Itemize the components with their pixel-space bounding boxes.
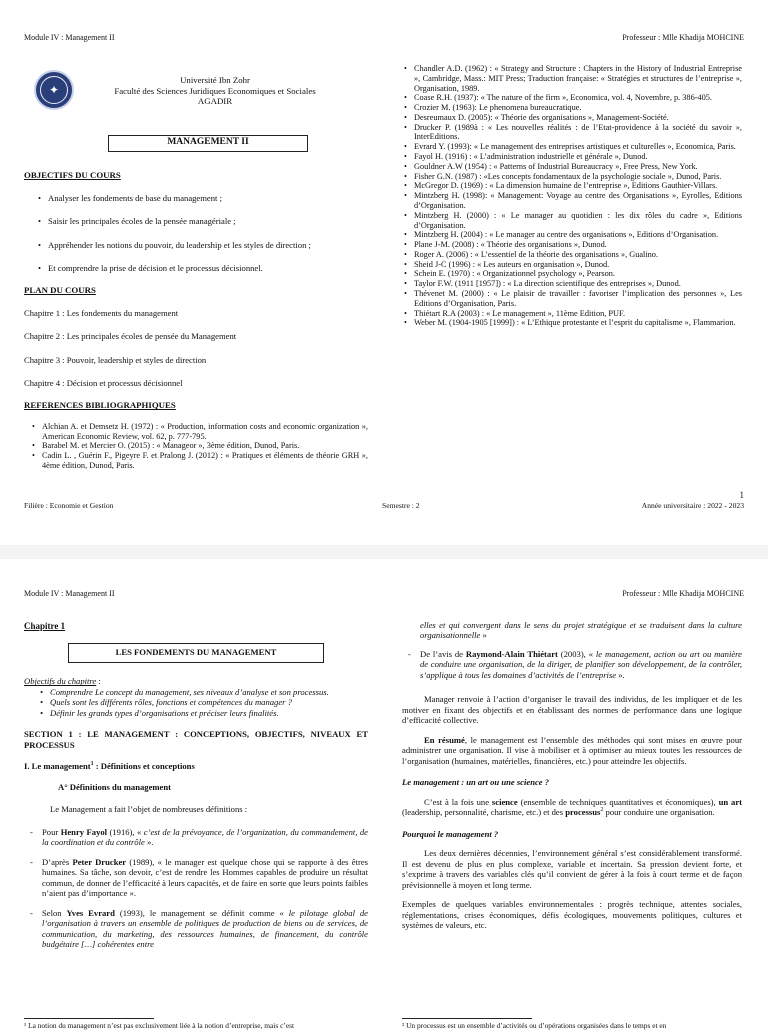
reference-item: • Evrard Y. (1993): « Le management des entreprises artistiques et culturelles », Economica, Paris.: [402, 142, 742, 152]
paragraph: Les deux dernières décennies, l’environnement général s’est considérablement transformé. Il est devenu de plus en plus complexe, variable et incertain. Sa pression devient forte, et s’exprime à travers des variables clés qu’il convient de gérer à la fois à court terme et de façon prévisionnelle à moyen et long terme.: [402, 848, 742, 890]
author-name: Yves Evrard: [66, 907, 115, 918]
reference-item: • McGregor D. (1969) : « La dimension humaine de l’entreprise », Editions Gauthier-Villars.: [402, 181, 742, 191]
reference-item: • Chandler A.D. (1962) : « Strategy and Structure : Chapters in the History of Industrial Entreprise », Cambridge, Mass.: MIT Press; Traduction française: « Stratégies et structures de l’entreprise », Organisation, 1989.: [402, 64, 742, 93]
objectives-heading: OBJECTIFS DU COURS: [24, 170, 121, 180]
text-span: Selon: [42, 907, 67, 918]
chapter-line: Chapitre 4 : Décision et processus décisionnel: [24, 378, 183, 389]
chapter-label: Chapitre 1: [24, 621, 66, 631]
paragraph: Manager renvoie à l’action d’organiser le travail des individus, de les impliquer et de les motiver en fixant des objectifs et en établissant des normes de performance dans une logique d’efficacité collective.: [402, 694, 742, 726]
text-span: Pour: [42, 826, 61, 837]
reference-item: • Roger A. (2006) : « L’essentiel de la théorie des organisations », Gualino.: [402, 250, 742, 260]
reference-item: • Mintzberg H. (2004) : « Le manager au centre des organisations », Editions d’Organisation.: [402, 230, 742, 240]
keyword: processus: [565, 807, 601, 818]
author-name: Henry Fayol: [60, 826, 108, 837]
objectives-list: [24, 193, 368, 274]
references-list-right: [402, 64, 742, 328]
reference-item: • Sheid J-C (1996) : « Les auteurs en organisation », Dunod.: [402, 260, 742, 270]
header-module: Module IV : Management II: [24, 589, 115, 598]
footnote-divider: [24, 1018, 154, 1019]
text-span: , le management est l’ensemble des méthodes qui sont mises en œuvre pour administrer une organisation. Il vise à mobiliser et à optimiser au mieux toutes les ressources de l’organisation (humaines, matérielles, financières, etc.) pour atteindre les objectifs.: [402, 734, 742, 766]
list-item: • Définir les grands types d’organisations et préciser leurs finalités.: [38, 708, 368, 718]
paragraph: Le Management a fait l’objet de nombreuses définitions :: [50, 804, 248, 815]
chapter-line: Chapitre 3 : Pouvoir, leadership et styles de direction: [24, 354, 207, 365]
text-span: (leadership, personnalité, charisme, etc.) et des: [402, 807, 566, 818]
keyword: un art: [718, 796, 743, 807]
definitions-list: [24, 827, 368, 950]
left-column: [24, 621, 368, 950]
definition-evrard-cont: [402, 620, 742, 641]
footer-filiere: Filière : Economie et Gestion: [24, 501, 114, 510]
header-module: Module IV : Management II: [24, 33, 115, 42]
reference-item: • Mintzberg H. (1998): « Management: Voyage au centre des Organisations », Eyrolles, Editions d’Organisation.: [402, 191, 742, 211]
chapter-line: Chapitre 2 : Les principales écoles de pensée du Management: [24, 331, 237, 342]
reference-item: • Cadin L. , Guérin F., Pigeyre F. et Pralong J. (2012) : « Pratiques et éléments de théorie GRH », 4ème édition, Dunod, Paris.: [30, 451, 368, 471]
quote-text: le management, action ou art ou manière de conduire une organisation, de la diriger, de planifier son développement, de la contrôler, s’applique à tous les domaines d’activités de l’entreprise: [420, 648, 742, 680]
author-name: Peter Drucker: [72, 856, 127, 867]
footnote-ref: 1: [90, 761, 94, 768]
text-span: (ensemble de techniques quantitatives et économiques),: [517, 796, 719, 807]
references-list-left: [24, 422, 368, 471]
footnote-1: ¹ La notion du management n’est pas exclusivement liée à la notion d’entreprise, mais c’est: [24, 1021, 295, 1030]
text-span: (2003), «: [557, 648, 596, 659]
page-number: 1: [739, 490, 744, 500]
reference-item: • Fisher G.N. (1987) : «Les concepts fondamentaux de la psychologie sociale », Dunod, Paris.: [402, 172, 742, 182]
definition-evrard: [28, 908, 368, 950]
question-heading: Pourquoi le management ?: [402, 828, 499, 839]
header-professor: Professeur : Mlle Khadija MOHCINE: [622, 33, 744, 42]
part-heading: [24, 761, 368, 771]
definitions-list-cont: [402, 649, 742, 680]
references-section: [24, 400, 368, 471]
chapter-title: LES FONDEMENTS DU MANAGEMENT: [68, 643, 324, 663]
text-span: (1916), «: [107, 826, 144, 837]
definition-drucker: [28, 857, 368, 899]
list-item: • Analyser les fondements de base du management ;: [36, 193, 368, 203]
course-title: MANAGEMENT II: [108, 135, 308, 152]
reference-item: • Plane J-M. (2008) : « Théorie des organisations », Dunod.: [402, 240, 742, 250]
quote-text: le pilotage global de l’organisation à travers un ensemble de politiques de production de biens ou de services, de communication, du marketing, des ressources humaines, de financement, du contrôle budgétaire […] cohérentes entre: [42, 907, 368, 950]
footnote-ref: 2: [600, 807, 604, 814]
text-span: C’est à la fois une: [424, 796, 492, 807]
reference-item: • Schein E. (1970) : « Organizationnel psychology », Pearson.: [402, 269, 742, 279]
part-heading-rest: : Définitions et conceptions: [93, 761, 195, 772]
objectives-section: [24, 170, 368, 274]
university-block: [80, 75, 350, 107]
reference-item: • Desreumaux D. (2005): « Théorie des organisations », Management-Société.: [402, 113, 742, 123]
footer-year: Année universitaire : 2022 - 2023: [641, 501, 744, 510]
definition-fayol: [28, 827, 368, 848]
faculty-name: Faculté des Sciences Juridiques Economiques et Sociales: [114, 85, 316, 96]
quote-text: c’est de la prévoyance, de l’organization, du commandement, de la coordination et du contrôle: [42, 826, 368, 848]
reference-item: • Weber M. (1904-1905 [1999]) : « L’Ethique protestante et l’esprit du capitalisme », Flammarion.: [402, 318, 742, 328]
reference-item: • Coase R.H. (1937): « The nature of the firm », Economica, vol. 4, Novembre, p. 386-405.: [402, 93, 742, 103]
reference-item: • Barabel M. et Mercier O. (2015) : « Manageor », 3ème édition, Dunod, Paris.: [30, 441, 368, 451]
reference-item: • Thiétart R.A (2003) : « Le management », 11ème Edition, PUF.: [402, 309, 742, 319]
footer-semester: Semestre : 2: [382, 501, 420, 510]
references-column-right: [402, 64, 742, 328]
author-name: Raymond-Alain Thiétart: [465, 648, 558, 659]
plan-heading: PLAN DU COURS: [24, 285, 96, 295]
paragraph: [402, 797, 742, 818]
text-span: pour conduire une organisation.: [603, 807, 715, 818]
reference-item: • Thévenet M. (2000) : « Le plaisir de travailler : favoriser l’implication des personnes », Les Editions d’Organisation, Paris.: [402, 289, 742, 309]
summary-paragraph: [402, 735, 742, 766]
chapter-objectives-label: [24, 676, 368, 686]
objectives-label-colon: :: [96, 676, 101, 687]
keyword: science: [491, 796, 518, 807]
text-span: ».: [616, 669, 625, 680]
references-heading: REFERENCES BIBLIOGRAPHIQUES: [24, 400, 176, 410]
list-item: • Et comprendre la prise de décision et le processus décisionnel.: [36, 263, 368, 273]
reference-item: • Taylor F.W. (1911 [1957]) : « La direction scientifique des entreprises », Dunod.: [402, 279, 742, 289]
header-professor: Professeur : Mlle Khadija MOHCINE: [622, 589, 744, 598]
chapter-line: Chapitre 1 : Les fondements du management: [24, 307, 179, 318]
objectives-label-text: Objectifs du chapitre: [24, 676, 97, 687]
text-span: (1993), le management se définit comme «: [114, 907, 289, 918]
text-span: D’après: [42, 856, 73, 867]
reference-item: • Fayol H. (1916) : « L’administration industrielle et générale », Dunod.: [402, 152, 742, 162]
list-item: • Appréhender les notions du pouvoir, du leadership et les styles de direction ;: [36, 240, 368, 250]
list-item: • Saisir les principales écoles de la pensée managériale ;: [36, 216, 368, 226]
list-item: • Comprendre Le concept du management, ses niveaux d’analyse et son processus.: [38, 687, 368, 697]
university-name: Université Ibn Zohr: [180, 75, 250, 85]
summary-label: En résumé: [424, 734, 465, 745]
page-header: [24, 33, 744, 43]
reference-item: • Mintzberg H. (2000) : « Le manager au quotidien : les dix rôles du cadre », Editions d’Organisation.: [402, 211, 742, 231]
footnote-2: ² Un processus est un ensemble d’activités ou d’opérations organisées dans le temps et en: [402, 1021, 667, 1030]
right-column: [402, 620, 742, 931]
university-logo: ✦: [34, 70, 74, 110]
chapter-objectives-list: [24, 687, 368, 718]
footnote-divider: [402, 1018, 532, 1019]
list-item: • Quels sont les différents rôles, fonctions et compétences du manager ?: [38, 697, 368, 707]
document-page-2: [0, 545, 768, 1030]
paragraph: Exemples de quelques variables environnementales : progrès technique, attentes sociales, réglementations, crises économiques, défis écologiques, mouvements politiques, cultures et systèmes de valeurs, etc.: [402, 899, 742, 931]
text-span: De l’avis de: [420, 648, 466, 659]
page-header: [24, 589, 744, 599]
text-span: »: [480, 630, 487, 641]
reference-item: • Gouldner A.W (1954) : « Patterns of Industrial Bureaucracy », Free Press, New York.: [402, 162, 742, 172]
plan-section: [24, 285, 368, 389]
reference-item: • Alchian A. et Demsetz H. (1972) : « Production, information costs and economic organization », American Economic Review, vol. 62, p. 777-795.: [30, 422, 368, 442]
city-name: AGADIR: [197, 96, 233, 107]
reference-item: • Drucker P. (1989à : « Les nouvelles réalités : de l’Etat-providence à la société du savoir », InterEditions.: [402, 123, 742, 143]
section-heading: SECTION 1 : LE MANAGEMENT : CONCEPTIONS, OBJECTIFS, NIVEAUX ET PROCESSUS: [24, 729, 368, 750]
definition-thietart: [406, 649, 742, 680]
part-heading-text: I. Le management: [24, 761, 91, 772]
sub-heading: A° Définitions du management: [58, 781, 172, 792]
reference-item: • Crozier M. (1963): Le phenomena bureaucratique.: [402, 103, 742, 113]
question-heading: Le management : un art ou une science ?: [402, 777, 550, 788]
quote-text: elles et qui convergent dans le sens du projet stratégique et se traduisent dans la culture organisationnelle: [420, 620, 742, 641]
text-span: ».: [144, 837, 154, 848]
text-span: (1989), « le manager est quelque chose qui se rapporte à des êtres humaines. Sa tâche, son devoir, c’est de rendre les Hommes capables de produire un résultat commun, de donner de l’efficacité à leurs capacités, et de faire en sorte que leurs points faibles n’aient pas d’importance ».: [42, 856, 368, 899]
